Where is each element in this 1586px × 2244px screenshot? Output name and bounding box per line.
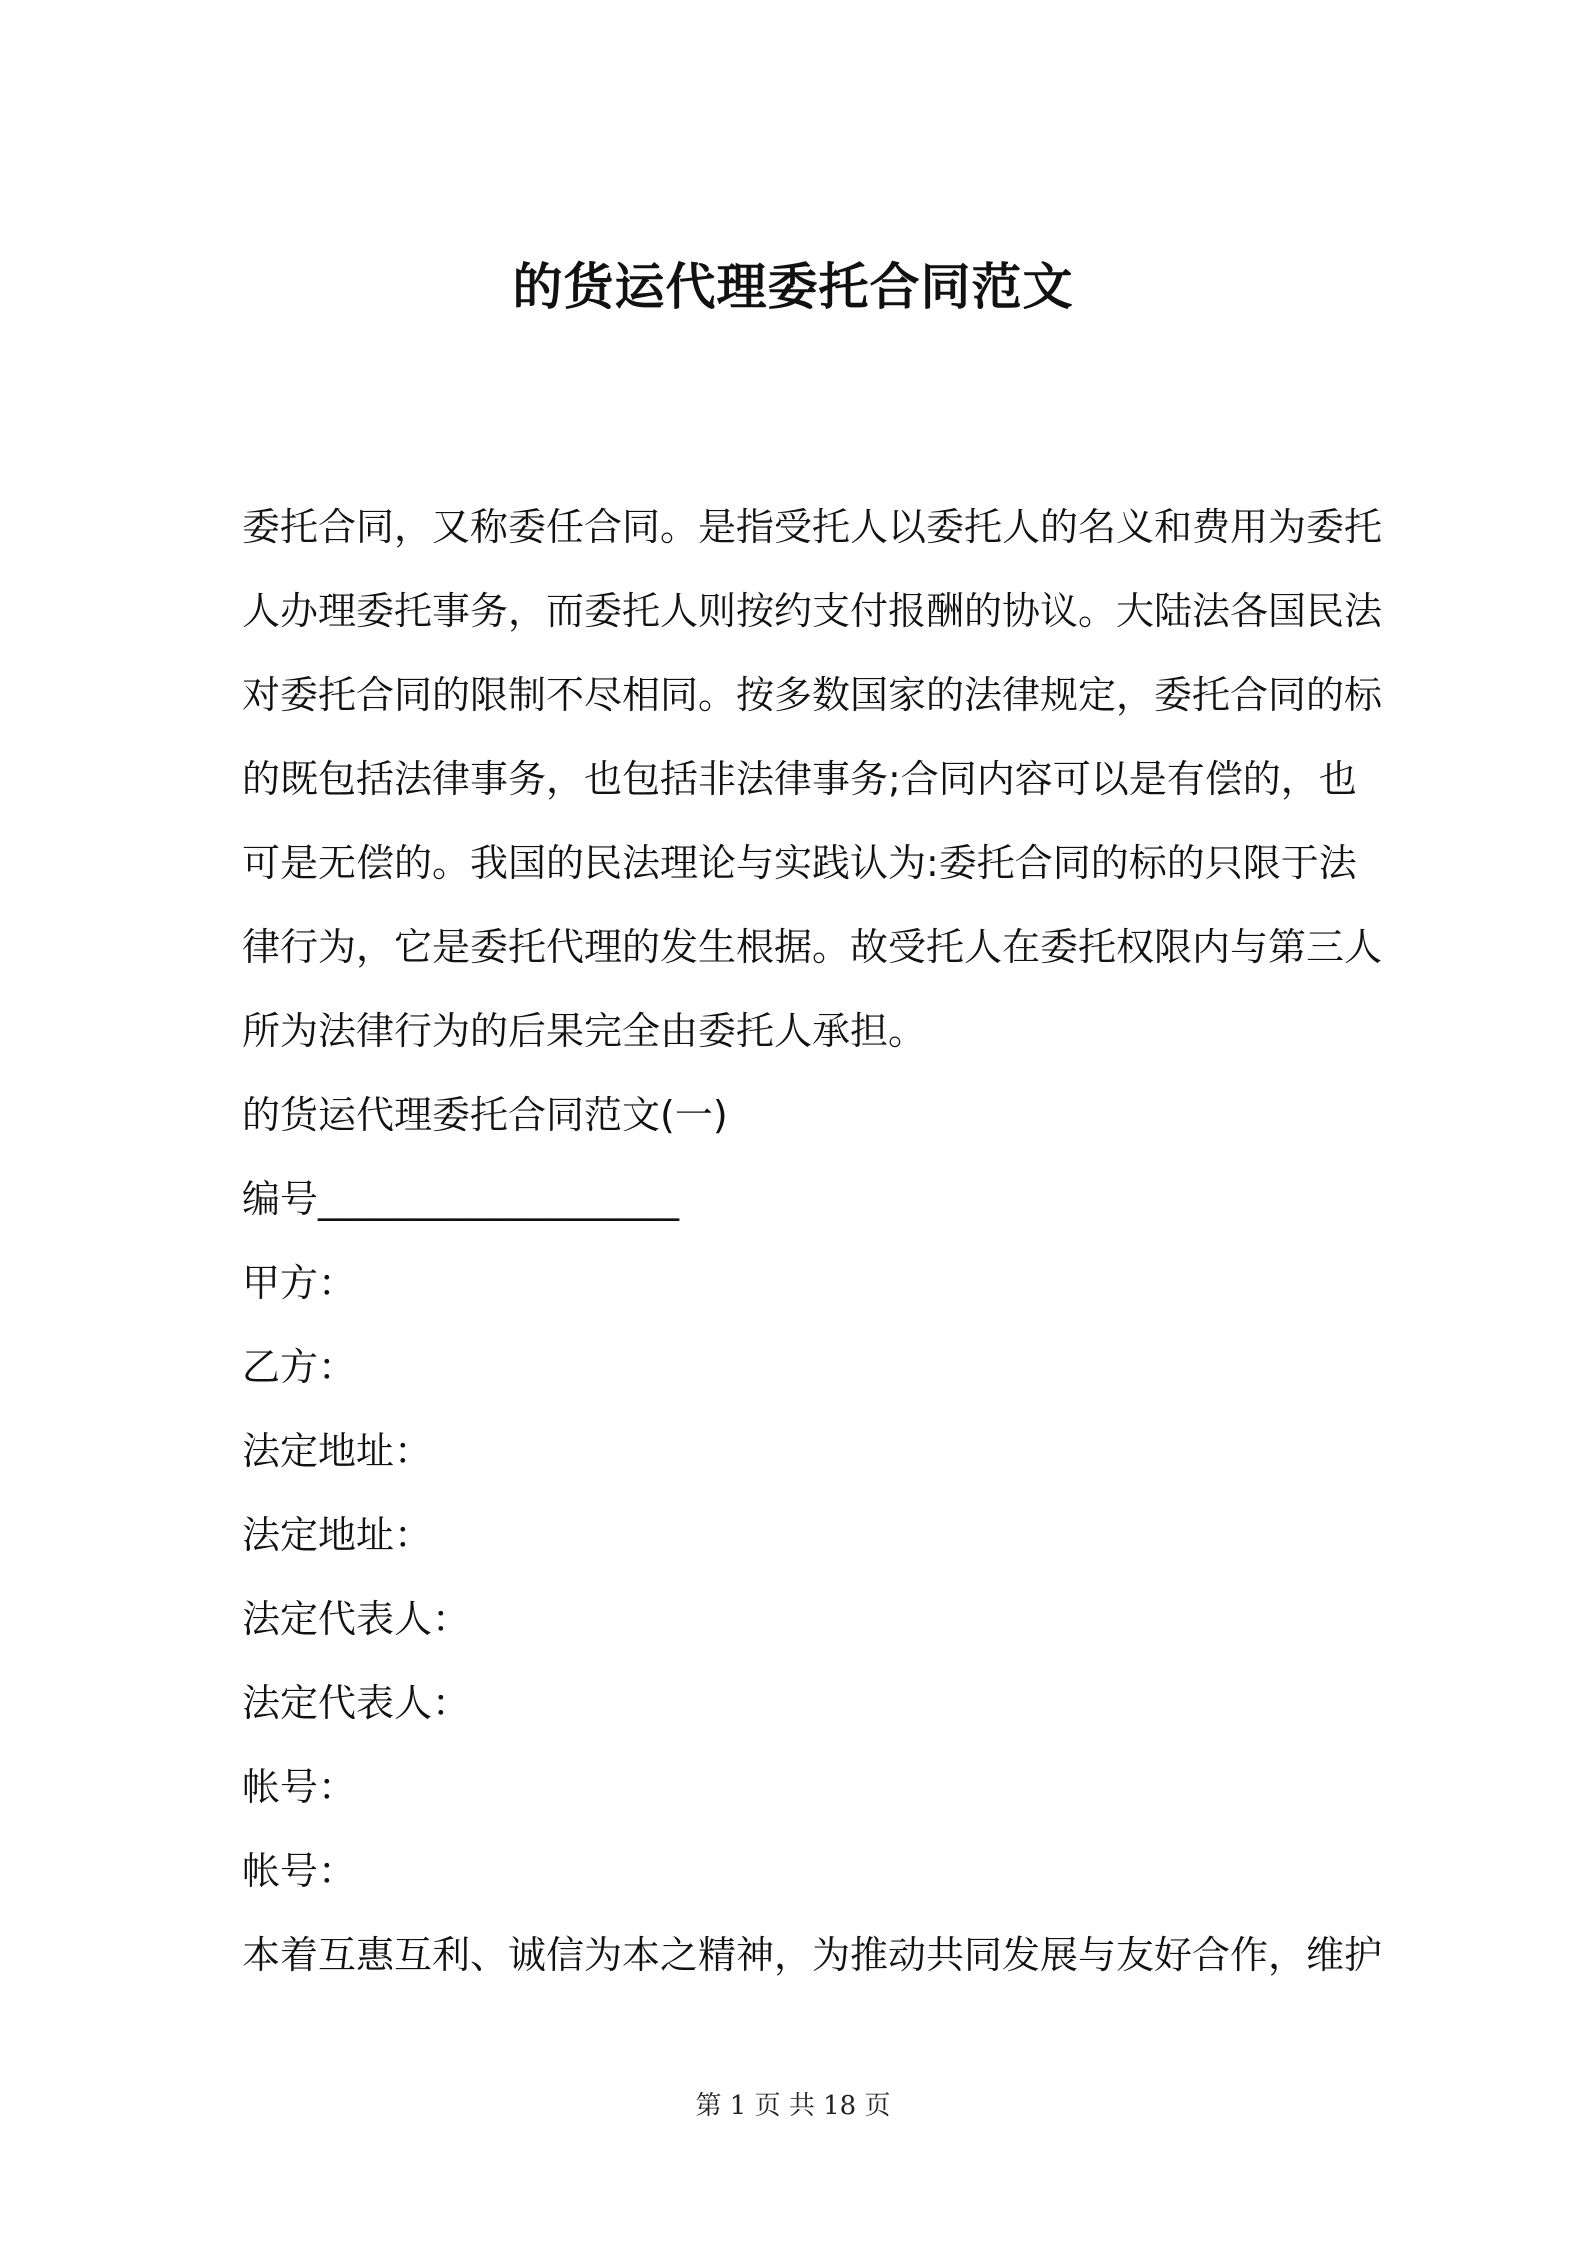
field-party-b: 乙方： <box>242 1345 357 1389</box>
intro-line: 人办理委托事务，而委托人则按约支付报酬的协议。大陆法各国民法 <box>242 589 1383 633</box>
intro-line: 律行为，它是委托代理的发生根据。故受托人在委托权限内与第三人 <box>242 925 1383 969</box>
intro-line: 的既包括法律事务，也包括非法律事务;合同内容可以是有偿的，也 <box>242 757 1357 801</box>
field-account-a: 帐号： <box>242 1765 357 1809</box>
closing-line: 本着互惠互利、诚信为本之精神，为推动共同发展与友好合作，维护 <box>242 1933 1383 1977</box>
section-heading: 的货运代理委托合同范文(一) <box>242 1093 728 1137</box>
intro-line: 委托合同，又称委任合同。是指受托人以委托人的名义和费用为委托 <box>242 505 1383 549</box>
intro-line: 所为法律行为的后果完全由委托人承担。 <box>242 1009 927 1053</box>
field-legal-address-a: 法定地址： <box>242 1429 433 1473</box>
page-number-footer: 第 1 页 共 18 页 <box>695 2091 891 2121</box>
document-title: 的货运代理委托合同范文 <box>512 258 1074 316</box>
document-body <box>242 485 1383 1997</box>
field-legal-representative-b: 法定代表人： <box>242 1681 471 1725</box>
intro-line: 可是无偿的。我国的民法理论与实践认为:委托合同的标的只限于法 <box>242 841 1357 885</box>
field-account-b: 帐号： <box>242 1849 357 1893</box>
field-contract-number: 编号___________________ <box>242 1177 680 1221</box>
field-legal-representative-a: 法定代表人： <box>242 1597 471 1641</box>
intro-line: 对委托合同的限制不尽相同。按多数国家的法律规定，委托合同的标 <box>242 673 1383 717</box>
field-party-a: 甲方： <box>242 1261 357 1305</box>
field-legal-address-b: 法定地址： <box>242 1513 433 1557</box>
